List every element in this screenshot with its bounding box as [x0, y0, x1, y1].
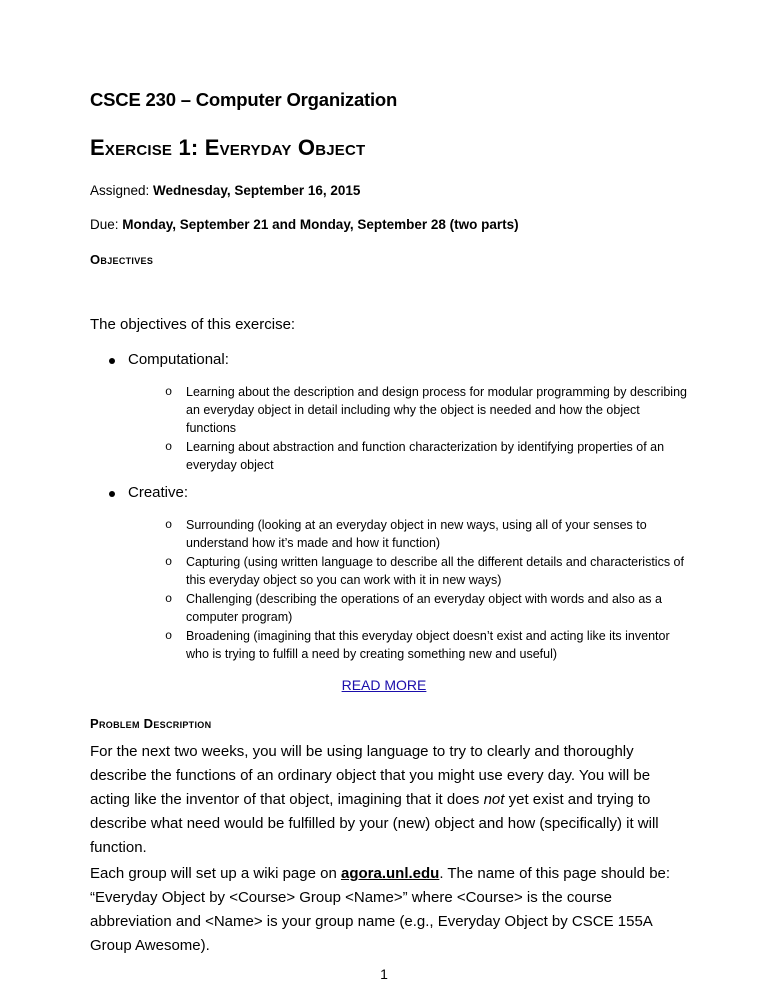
- subitem-broadening: o Broadening (imagining that this everyday object doesn’t exist and acting like its inventor who is trying to fulfill a need by creating something new and useful): [186, 627, 690, 663]
- objectives-intro: The objectives of this exercise:: [90, 316, 296, 333]
- due-date: Monday, September 21 and Monday, September 28 (two parts): [122, 217, 519, 232]
- assigned-label: Assigned:: [90, 183, 154, 198]
- exercise-heading: Exercise 1: Everyday Object: [90, 135, 366, 160]
- course-title: CSCE 230 – Computer Organization: [90, 89, 398, 110]
- subitem-challenging: o Challenging (describing the operations of an everyday object with words and also as a computer program): [186, 590, 690, 626]
- due-label: Due:: [90, 217, 123, 232]
- read-more-link[interactable]: READ MORE: [341, 677, 427, 693]
- page-number: 1: [380, 966, 388, 982]
- problem-paragraph-2: Each group will set up a wiki page on agora.unl.edu. The name of this page should be: “Everyday Object by <Course> Group <Name>” where <Course> is the course abbreviation and <Name> is your group name (e.g., Everyday Object by CSCE 155A Group Awesome).: [90, 865, 671, 954]
- due-line: [90, 217, 519, 232]
- bullet-computational: Computational:: [128, 351, 229, 368]
- subitem-modular-programming: o Learning about the description and design process for modular programming by describing an everyday object in detail including why the object is needed and how the object functions: [186, 383, 690, 437]
- subitem-abstraction: o Learning about abstraction and function characterization by identifying properties of an everyday object: [186, 438, 690, 474]
- problem-paragraph-1: For the next two weeks, you will be using language to try to clearly and thoroughly describe the functions of an ordinary object that you might use every day. You will be acting like the inventor of that object, imagining that it does not yet exist and trying to describe what need would be fulfilled by your (new) object and how (specifically) it will function.: [90, 743, 659, 856]
- assigned-date: Wednesday, September 16, 2015: [153, 183, 361, 198]
- assigned-line: [90, 183, 360, 198]
- subitem-capturing: o Capturing (using written language to describe all the different details and characteristics of this everyday object so you can work with it in new ways): [186, 553, 690, 589]
- emphasis-not: not: [483, 791, 505, 808]
- bullet-creative: Creative:: [128, 484, 189, 501]
- subitem-surrounding: o Surrounding (looking at an everyday object in new ways, using all of your senses to understand how it’s made and how it function): [186, 516, 690, 552]
- problem-description-heading: Problem Description: [90, 716, 212, 731]
- objectives-heading: Objectives: [90, 252, 154, 267]
- agora-link-text: agora.unl.edu: [340, 865, 440, 882]
